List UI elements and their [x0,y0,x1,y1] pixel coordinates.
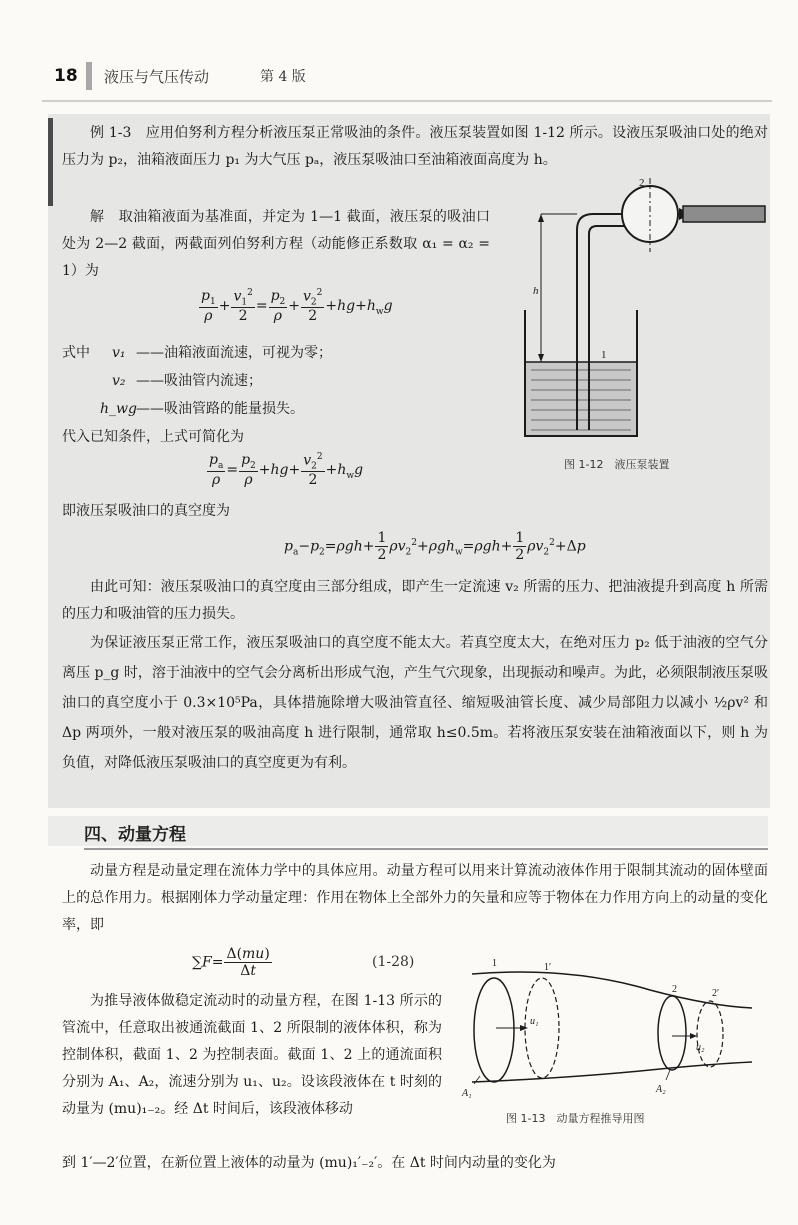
solution-intro: 解 取油箱液面为基准面，并定为 1—1 截面，液压泵的吸油口处为 2—2 截面，两截面列伯努利方程（动能修正系数取 α₁ = α₂ = 1）为 [62,209,490,279]
momentum-derivation-figure [460,958,760,1108]
v2-symbol: v₂ [112,373,126,389]
area-A1-label: A₁ [462,1088,472,1099]
v2-description: ——吸油管内流速； [136,373,262,389]
figure-1-13-caption: 图 1-13 动量方程推导用图 [506,1112,645,1125]
simplified-equation: $\frac{p_a}{\rho}$ = $\frac{p_2}{\rho}$ +hg+ $\frac{v_2^2}{2}$ $+h_wg$ [209,452,364,489]
derivation-continuation: 到 1′—2′位置，在新位置上液体的动量为 (mu)₁′₋₂′。在 Δt 时间内动量的变化为 [62,1155,556,1171]
vacuum-equation: $p_a-p_2=\rho gh+$ $\frac{1}{2}$ $\rho v_2^2+\rho gh_w=\rho gh+$ $\frac{1}{2}$ $\rho v_2^2+\Delta p$ [284,530,586,563]
hwg-symbol: h_wg [100,401,137,417]
fig13-label-1: 1 [492,958,497,969]
derivation-paragraph: 为推导液体做稳定流动时的动量方程，在图 1-13 所示的管流中，任意取出被通流截面 1、2 所限制的液体体积，称为控制体积，截面 1、2 为控制表面。截面 1、2 上的通流面积分别为 A₁、A₂，流速分别为 u₁、u₂。设该段液体在 t 时刻的动量为 (mu)₁₋₂。经 Δt 时间后，该段液体移动 [62,993,442,1117]
simplify-text: 代入已知条件，上式可简化为 [62,429,244,445]
v1-symbol: v₁ [112,345,126,361]
momentum-equation: ∑F= $\frac{\Delta(mu)}{\Delta t}$ [192,946,270,979]
suction-condition-paragraph: 为保证液压泵正常工作，液压泵吸油口的真空度不能太大。若真空度太大，在绝对压力 p₂ 低于油液的空气分离压 p_g 时，溶于油液中的空气会分离析出形成气泡，产生气穴现象，出现振动和噪声。为此，必须限制液压泵吸油口的真空度小于 0.3×10⁵Pa，具体措施除增大吸油管直径、缩短吸油管长度、减少局部阻力以减小 ½ρv² 和 Δp 两项外，一般对液压泵的吸油高度 h 进行限制，通常取 h≤0.5m。若将液压泵安装在油箱液面以下，则 h 为负值，对降低液压泵吸油口的真空度更为有利。 [62,635,768,771]
conclusion-paragraph: 由此可知：液压泵吸油口的真空度由三部分组成，即产生一定流速 v₂ 所需的压力、把油液提升到高度 h 所需的压力和吸油管的压力损失。 [62,579,768,622]
header-rule [42,100,772,102]
section-rule [84,848,768,850]
book-title: 液压与气压传动 [104,68,210,86]
area-A2-label: A₂ [656,1084,666,1095]
example-marker [48,118,53,206]
section-2-label: 2 [639,177,645,189]
page-number: 18 [54,66,78,86]
fig13-label-1prime: 1′ [544,962,552,973]
figure-1-12-caption: 图 1-12 液压泵装置 [564,458,670,471]
bernoulli-equation: $\frac{p_1}{\rho}$ + $\frac{v_1^2}{2}$ = $\frac{p_2}{\rho}$ + $\frac{v_2^2}{2}$ $+hg+h_wg$ [201,288,393,325]
hwg-description: ——吸油管路的能量损失。 [136,401,304,417]
v1-description: ——油箱液面流速，可视为零； [136,345,332,361]
example-statement: 例 1-3 应用伯努利方程分析液压泵正常吸油的条件。液压泵装置如图 1-12 所示。设液压泵吸油口处的绝对压力为 p₂，油箱液面压力 p₁ 为大气压 pₐ，液压泵吸油口至油箱液面高度为 h。 [62,125,768,168]
pump-device-figure [505,172,770,452]
fig13-label-2: 2 [672,984,677,995]
fig13-label-2prime: 2′ [712,988,720,999]
velocity-u2-label: u₂ [696,1042,705,1053]
header-tab-marker [86,62,92,90]
velocity-u1-label: u₁ [530,1016,539,1027]
height-label: h [533,285,539,297]
section-title: 四、动量方程 [84,825,186,845]
edition-label: 第 4 版 [260,69,306,85]
equation-number: (1-28) [372,954,415,970]
vacuum-intro: 即液压泵吸油口的真空度为 [62,503,230,519]
momentum-intro-paragraph: 动量方程是动量定理在流体力学中的具体应用。动量方程可以用来计算流动液体作用于限制其流动的固体壁面上的总作用力。根据刚体力学动量定理：作用在物体上全部外力的矢量和应等于物体在力作用方向上的动量的变化率，即 [62,863,768,933]
where-label: 式中 [62,345,90,361]
section-1-label: 1 [601,349,607,361]
